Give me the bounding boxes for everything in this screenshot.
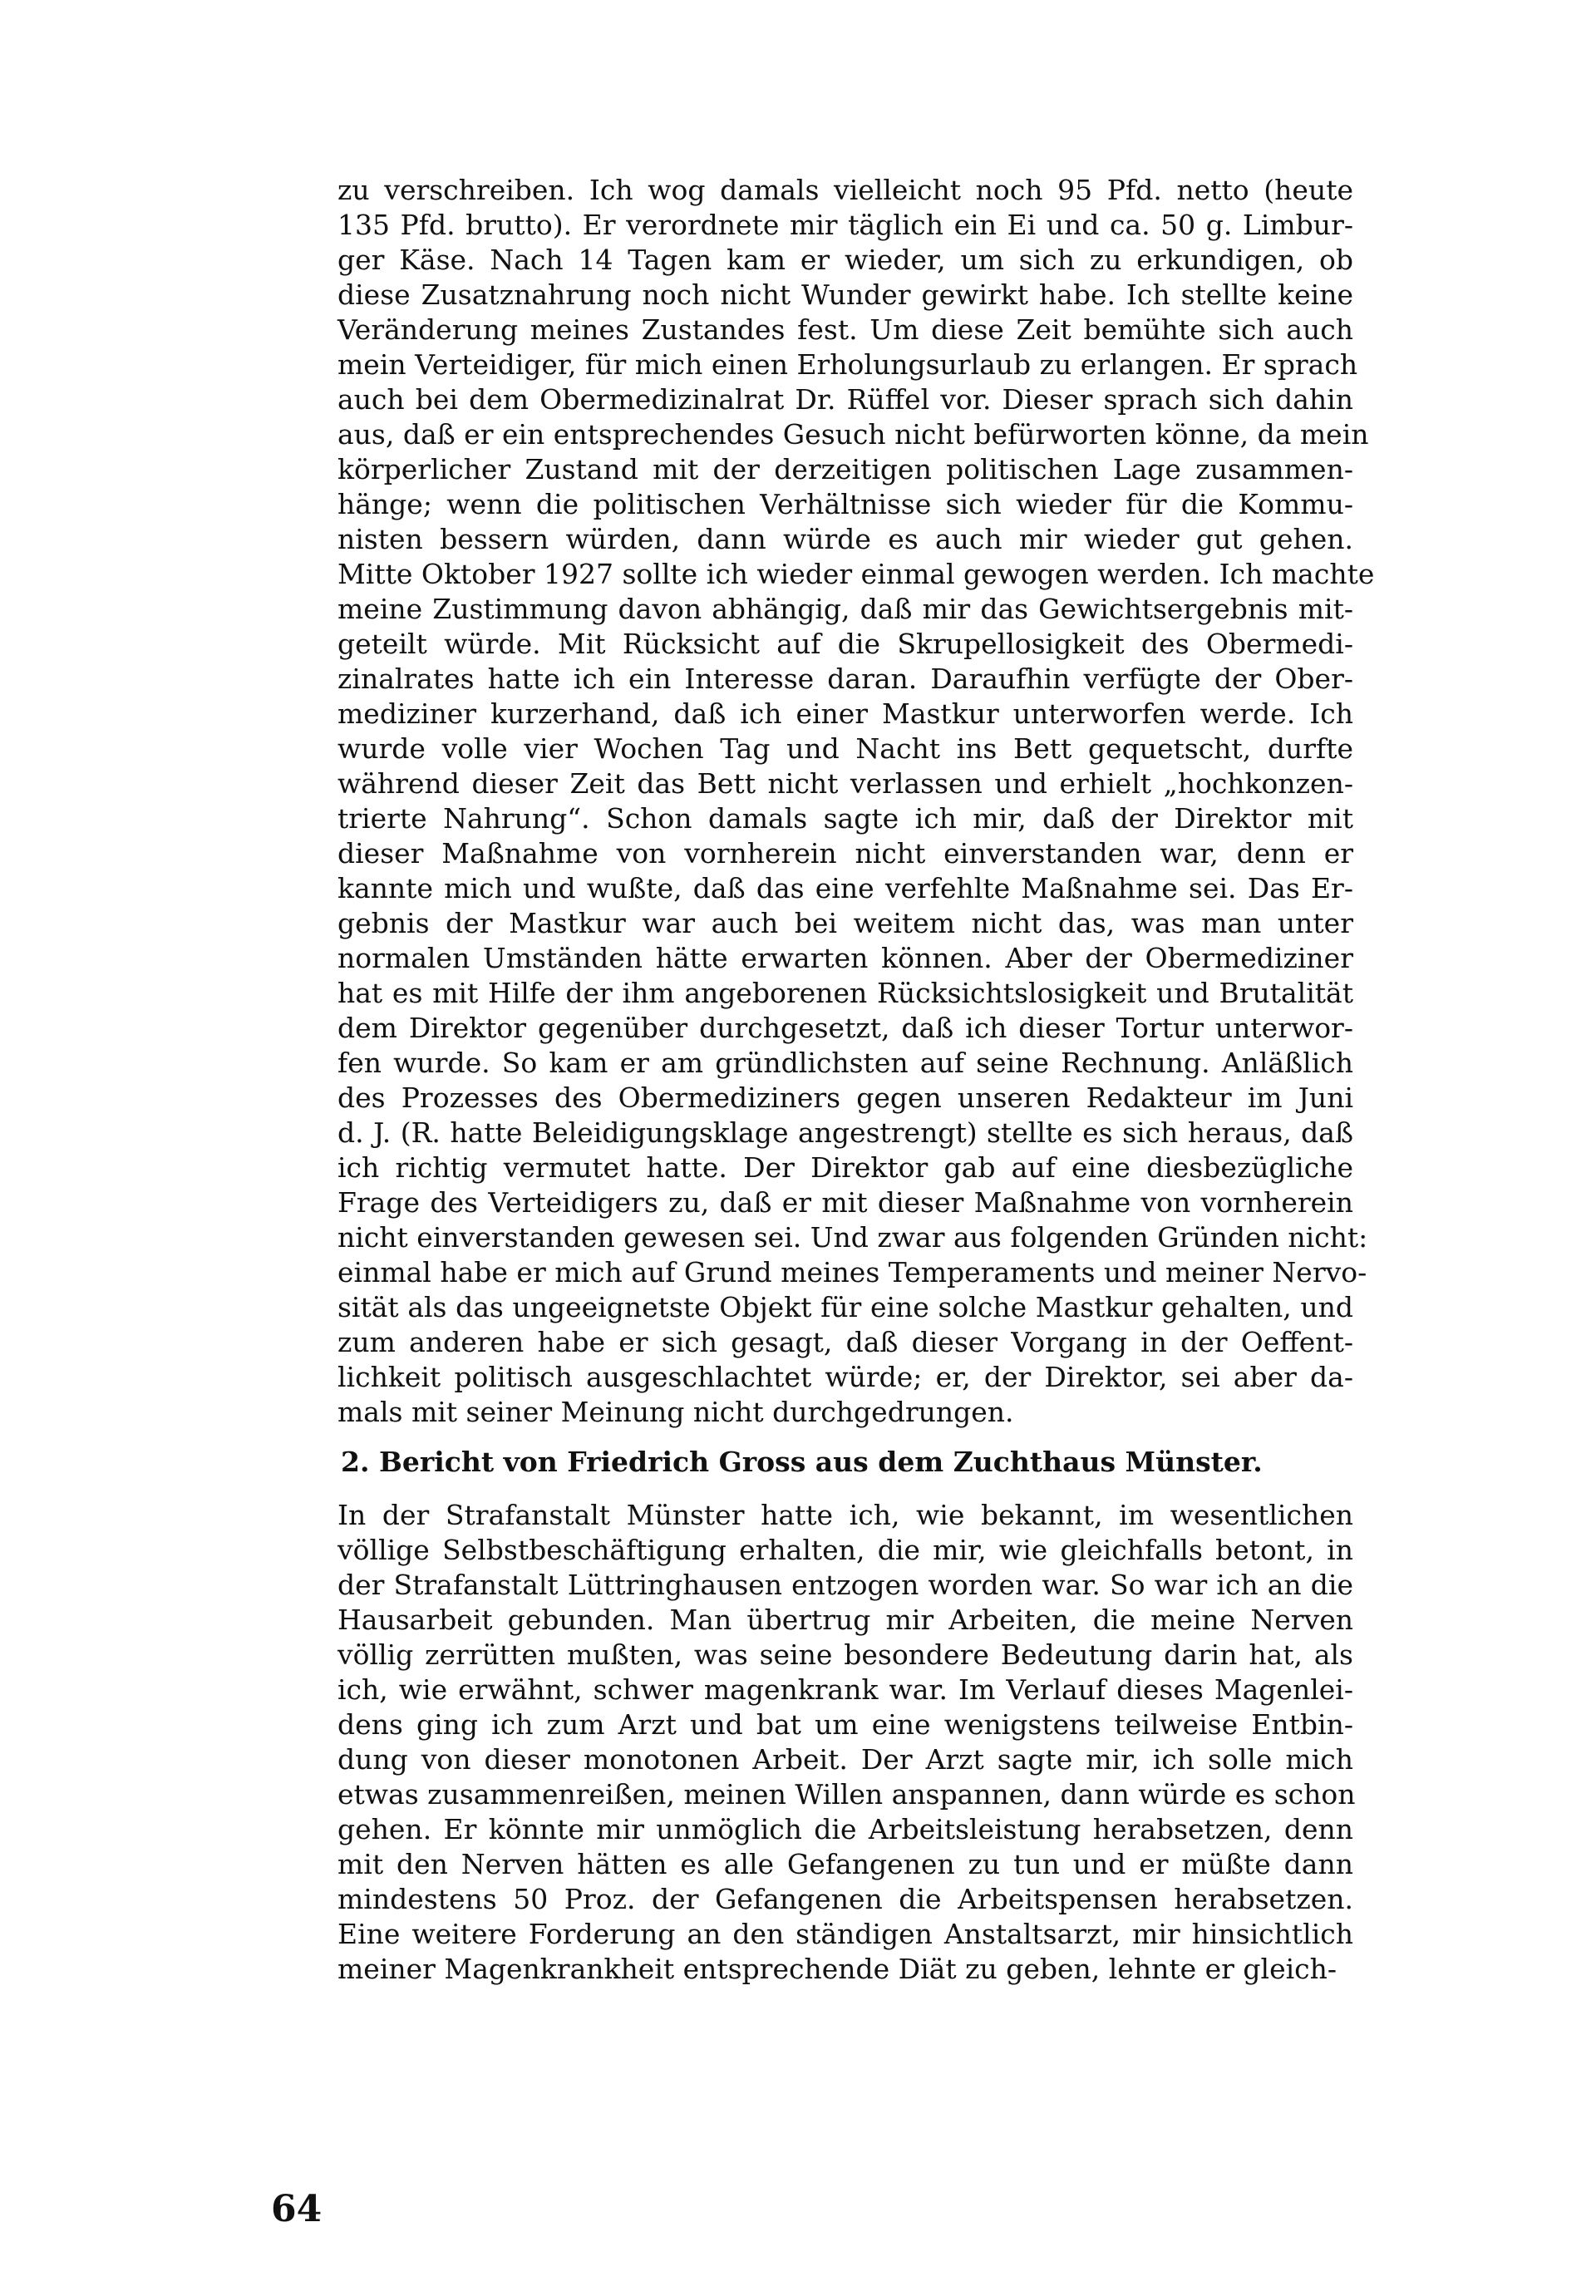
- text-line: während dieser Zeit das Bett nicht verlassen und erhielt „hochkonzen-: [337, 767, 1353, 800]
- text-line: mit den Nerven hätten es alle Gefangenen zu tun und er müßte dann: [337, 1848, 1353, 1880]
- text-line: 135 Pfd. brutto). Er verordnete mir täglich ein Ei und ca. 50 g. Limbur-: [337, 209, 1353, 241]
- text-line: nisten bessern würden, dann würde es auch mir wieder gut gehen.: [337, 523, 1353, 555]
- text-line: der Strafanstalt Lüttringhausen entzogen worden war. So war ich an die: [337, 1569, 1353, 1601]
- text-line: wurde volle vier Wochen Tag und Nacht ins Bett gequetscht, durfte: [337, 732, 1353, 765]
- page-number: 64: [271, 2188, 323, 2230]
- text-line: In der Strafanstalt Münster hatte ich, wie bekannt, im wesentlichen: [337, 1499, 1353, 1531]
- text-line: diese Zusatznahrung noch nicht Wunder gewirkt habe. Ich stellte keine: [337, 278, 1353, 311]
- text-line: geteilt würde. Mit Rücksicht auf die Skrupellosigkeit des Obermedi-: [337, 628, 1353, 660]
- text-line: Hausarbeit gebunden. Man übertrug mir Arbeiten, die meine Nerven: [337, 1604, 1353, 1636]
- text-line: lichkeit politisch ausgeschlachtet würde; er, der Direktor, sei aber da-: [337, 1361, 1353, 1393]
- text-line: hänge; wenn die politischen Verhältnisse sich wieder für die Kommu-: [337, 488, 1353, 520]
- text-line: völlige Selbstbeschäftigung erhalten, die mir, wie gleichfalls betont, in: [337, 1534, 1353, 1566]
- text-line: meiner Magenkrankheit entsprechende Diät zu geben, lehnte er gleich-: [337, 1953, 1337, 1985]
- text-line: hat es mit Hilfe der ihm angeborenen Rücksichtslosigkeit und Brutalität: [337, 977, 1353, 1009]
- text-line: zu verschreiben. Ich wog damals vielleicht noch 95 Pfd. netto (heute: [337, 174, 1353, 206]
- text-line: kannte mich und wußte, daß das eine verfehlte Maßnahme sei. Das Er-: [337, 872, 1353, 904]
- text-line: ich richtig vermutet hatte. Der Direktor gab auf eine diesbezügliche: [337, 1151, 1353, 1184]
- text-line: ich, wie erwähnt, schwer magenkrank war. Im Verlauf dieses Magenlei-: [337, 1673, 1353, 1706]
- text-line: des Prozesses des Obermediziners gegen unseren Redakteur im Juni: [337, 1081, 1353, 1114]
- text-line: d. J. (R. hatte Beleidigungsklage angestrengt) stellte es sich heraus, daß: [337, 1116, 1353, 1149]
- text-line: nicht einverstanden gewesen sei. Und zwar aus folgenden Gründen nicht:: [337, 1221, 1368, 1254]
- text-line: mediziner kurzerhand, daß ich einer Mastkur unterworfen werde. Ich: [337, 697, 1353, 730]
- text-line: zum anderen habe er sich gesagt, daß dieser Vorgang in der Oeffent-: [337, 1326, 1353, 1358]
- text-line: mindestens 50 Proz. der Gefangenen die Arbeitspensen herabsetzen.: [337, 1883, 1353, 1915]
- text-line: Veränderung meines Zustandes fest. Um diese Zeit bemühte sich auch: [337, 313, 1353, 346]
- text-line: zinalrates hatte ich ein Interesse daran. Daraufhin verfügte der Ober-: [337, 663, 1353, 695]
- text-line: mals mit seiner Meinung nicht durchgedrungen.: [337, 1396, 1014, 1428]
- text-line: körperlicher Zustand mit der derzeitigen politischen Lage zusammen-: [337, 453, 1353, 485]
- text-line: Frage des Verteidigers zu, daß er mit dieser Maßnahme von vornherein: [337, 1186, 1353, 1219]
- text-line: aus, daß er ein entsprechendes Gesuch nicht befürworten könne, da mein: [337, 418, 1369, 451]
- text-line: dem Direktor gegenüber durchgesetzt, daß ich dieser Tortur unterwor-: [337, 1012, 1353, 1044]
- paragraph-continued: [337, 173, 1375, 1430]
- text-line: völlig zerrütten mußten, was seine besondere Bedeutung darin hat, als: [337, 1638, 1353, 1671]
- text-line: Mitte Oktober 1927 sollte ich wieder einmal gewogen werden. Ich machte: [337, 558, 1375, 590]
- text-line: mein Verteidiger, für mich einen Erholungsurlaub zu erlangen. Er sprach: [337, 348, 1358, 381]
- text-line: meine Zustimmung davon abhängig, daß mir das Gewichtsergebnis mit-: [337, 593, 1353, 625]
- text-line: etwas zusammenreißen, meinen Willen anspannen, dann würde es schon: [337, 1778, 1356, 1811]
- text-line: einmal habe er mich auf Grund meines Temperaments und meiner Nervo-: [337, 1256, 1367, 1288]
- text-line: trierte Nahrung“. Schon damals sagte ich mir, daß der Direktor mit: [337, 802, 1353, 835]
- text-line: fen wurde. So kam er am gründlichsten auf seine Rechnung. Anläßlich: [337, 1047, 1353, 1079]
- text-line: sität als das ungeeignetste Objekt für eine solche Mastkur gehalten, und: [337, 1291, 1353, 1323]
- text-line: auch bei dem Obermedizinalrat Dr. Rüffel vor. Dieser sprach sich dahin: [337, 383, 1353, 416]
- paragraph-section-2: [337, 1498, 1356, 1987]
- text-line: gebnis der Mastkur war auch bei weitem nicht das, was man unter: [337, 907, 1353, 939]
- section-heading: 2. Bericht von Friedrich Gross aus dem Zuchthaus Münster.: [341, 1446, 1263, 1478]
- text-line: ger Käse. Nach 14 Tagen kam er wieder, um sich zu erkundigen, ob: [337, 244, 1353, 276]
- text-line: dens ging ich zum Arzt und bat um eine wenigstens teilweise Entbin-: [337, 1708, 1353, 1741]
- text-line: dieser Maßnahme von vornherein nicht einverstanden war, denn er: [337, 837, 1353, 870]
- text-line: Eine weitere Forderung an den ständigen Anstaltsarzt, mir hinsichtlich: [337, 1918, 1353, 1950]
- text-line: normalen Umständen hätte erwarten können. Aber der Obermediziner: [337, 942, 1353, 974]
- text-line: dung von dieser monotonen Arbeit. Der Arzt sagte mir, ich solle mich: [337, 1743, 1353, 1776]
- text-line: gehen. Er könnte mir unmöglich die Arbeitsleistung herabsetzen, denn: [337, 1813, 1353, 1845]
